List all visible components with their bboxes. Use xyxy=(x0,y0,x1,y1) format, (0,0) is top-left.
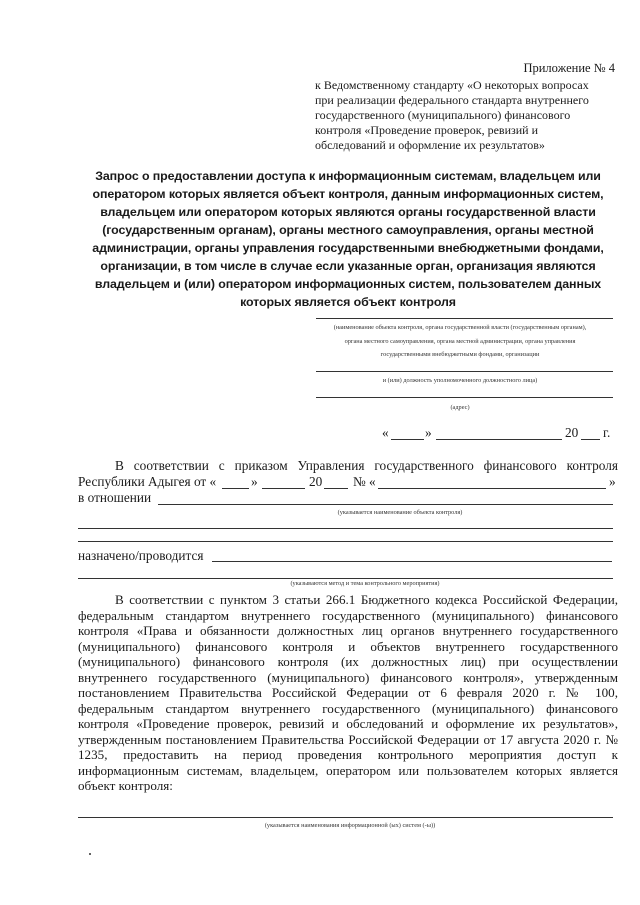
object-field-continuation[interactable] xyxy=(78,528,613,529)
date-day-field[interactable] xyxy=(391,439,424,440)
appendix-line: к Ведомственному стандарту «О некоторых вопросах xyxy=(315,78,589,92)
scan-speck xyxy=(89,853,91,855)
appendix-line: контроля «Проведение проверок, ревизий и xyxy=(315,123,539,137)
addressee-caption: органа местного самоуправления, органа местной администрации, органа управления xyxy=(344,338,576,345)
document-title xyxy=(78,167,618,311)
date-month-field[interactable] xyxy=(436,439,562,440)
information-systems-caption: (указывается наименования информационной (ых) систем (-ы)) xyxy=(264,822,436,829)
order-line-2-start: Республики Адыгея от « xyxy=(78,474,217,489)
method-field-continuation[interactable] xyxy=(78,578,613,579)
order-month-field[interactable] xyxy=(262,488,305,489)
title-line: которых является объект контроля xyxy=(240,295,456,309)
order-number-label: № « xyxy=(353,474,376,489)
title-line: администрации, органы управления государственными внебюджетными фондами, xyxy=(92,241,604,255)
title-line: оператором которых является объект контроля, данным информационных систем, xyxy=(92,187,604,201)
order-number-field[interactable] xyxy=(378,488,606,489)
date-close-quote: » xyxy=(425,425,432,440)
date-open-quote: « xyxy=(382,425,389,440)
object-field-continuation[interactable] xyxy=(78,541,613,542)
main-paragraph xyxy=(78,592,618,794)
appendix-line: при реализации федерального стандарта внутреннего xyxy=(315,93,589,107)
title-line: Запрос о предоставлении доступа к информационным системам, владельцем или xyxy=(95,169,601,183)
title-line: владельцем или оператором которых являются органы государственной власти xyxy=(100,205,596,219)
order-day-field[interactable] xyxy=(222,488,249,489)
appendix-line: обследований и оформление их результатов» xyxy=(315,138,545,152)
order-number-close: » xyxy=(609,474,616,489)
address-line[interactable] xyxy=(316,397,613,398)
addressee-caption: (наименование объекта контроля, органа государственной власти (государственным органам), xyxy=(333,324,587,331)
object-field[interactable] xyxy=(158,504,613,505)
information-systems-field[interactable] xyxy=(78,817,613,818)
official-caption: и (или) должность уполномоченного должностного лица) xyxy=(382,377,538,384)
title-line: владельцем и (или) оператором информационных систем, пользователем данных xyxy=(94,277,602,291)
appendix-number: Приложение № 4 xyxy=(523,61,615,75)
date-year-suffix: г. xyxy=(603,425,611,440)
order-line-1: В соответствии с приказом Управления государственного финансового контроля xyxy=(115,458,618,473)
appendix-line: государственного (муниципального) финансового xyxy=(315,108,571,122)
appendix-header xyxy=(315,61,615,153)
object-caption: (указывается наименование объекта контроля) xyxy=(337,509,463,516)
assigned-label: назначено/проводится xyxy=(78,548,204,563)
paragraph-text: В соответствии с пунктом 3 статьи 266.1 Бюджетного кодекса Российской Федерации, федеральным стандартом внутреннего государственного (муниципального) финансового контроля «Права и обязанности должностных лиц органов внутреннего государственного (муниципального) финансового контроля и объектов внутреннего государственного (муниципального) финансового контроля (их должностных лиц) при осуществлении внутреннего государственного (муниципального) финансового контроля», утвержденным постановлением Правительства Российской Федерации от 6 февраля 2020 г. № 100, федеральным стандартом внутреннего государственного (муниципального) финансового контроля «Проведение проверок, ревизий и обследований и оформление их результатов», утвержденным постановлением Правительства Российской Федерации от 17 августа 2020 г. № 1235, предоставить на период проведения контрольного мероприятия доступ к информационным системам, владельцем, оператором или пользователем которых является объект контроля: xyxy=(78,592,618,793)
date-year-field[interactable] xyxy=(581,439,600,440)
address-caption: (адрес) xyxy=(450,404,470,411)
official-line[interactable] xyxy=(316,371,613,372)
method-caption: (указываются метод и тема контрольного мероприятия) xyxy=(290,580,440,587)
title-line: организации, в том числе в случае если указанные орган, организация являются xyxy=(100,259,596,273)
addressee-caption: государственными внебюджетными фондами, организации xyxy=(380,351,540,358)
order-close-quote: » xyxy=(251,474,258,489)
method-field[interactable] xyxy=(212,561,612,562)
addressee-line[interactable] xyxy=(316,318,613,319)
date-year-prefix: 20 xyxy=(565,425,579,440)
in-respect-of-label: в отношении xyxy=(78,490,152,505)
title-line: (государственным органам), органы местного самоуправления, органы местной xyxy=(102,223,594,237)
order-year-prefix: 20 xyxy=(309,474,323,489)
order-year-field[interactable] xyxy=(324,488,348,489)
